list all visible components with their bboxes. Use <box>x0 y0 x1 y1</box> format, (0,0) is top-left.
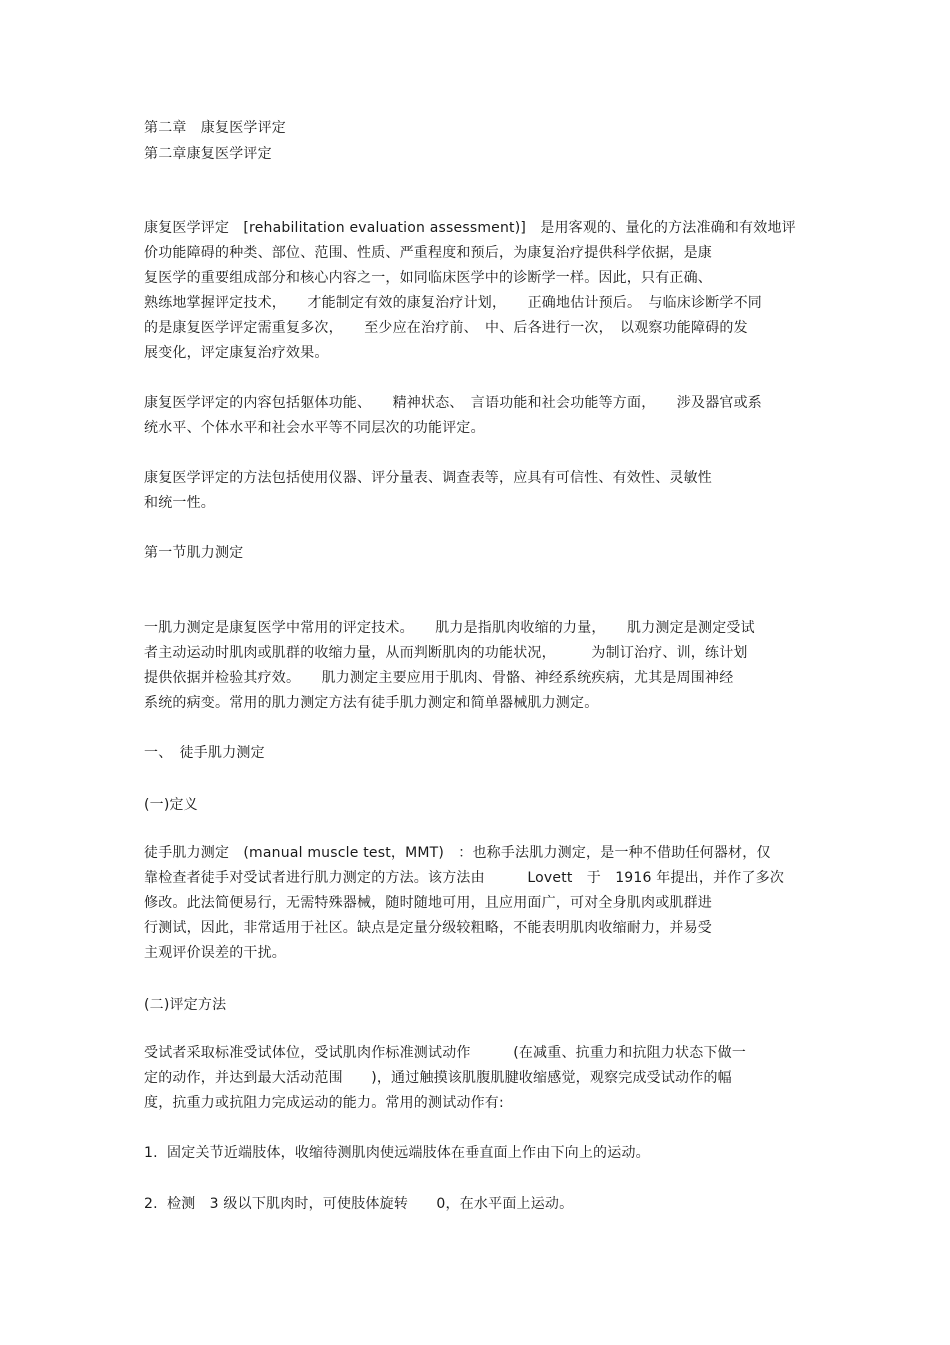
section-heading: 第一节肌力测定 <box>144 545 244 561</box>
paragraph-line: 的是康复医学评定需重复多次， 至少应在治疗前、 中、后各进行一次， 以观察功能障碍的发 <box>144 320 748 336</box>
paragraph-line: 行测试，因此，非常适用于社区。缺点是定量分级较粗略，不能表明肌肉收缩耐力，并易受 <box>144 920 712 936</box>
paragraph-line: 受试者采取标准受试体位，受试肌肉作标准测试动作 (在减重、抗重力和抗阻力状态下做一 <box>144 1045 747 1061</box>
paragraph-line: 康复医学评定的内容包括躯体功能、 精神状态、 言语功能和社会功能等方面， 涉及器官或系 <box>144 395 762 411</box>
paragraph-line: 主观评价误差的干扰。 <box>144 945 286 961</box>
list-item: 2. 检测 3 级以下肌肉时，可使肢体旋转 0，在水平面上运动。 <box>144 1196 574 1212</box>
list-item: 1. 固定关节近端肢体，收缩待测肌肉使远端肢体在垂直面上作由下向上的运动。 <box>144 1145 650 1161</box>
paragraph-line: 展变化，评定康复治疗效果。 <box>144 345 329 361</box>
subsection-heading: 一、 徒手肌力测定 <box>144 745 265 761</box>
paragraph-line: 和统一性。 <box>144 495 215 511</box>
paragraph-line: 提供依据并检验其疗效。 肌力测定主要应用于肌肉、骨骼、神经系统疾病，尤其是周围神经 <box>144 670 734 686</box>
paragraph-line: 康复医学评定 [rehabilitation evaluation assessment)] 是用客观的、量化的方法准确和有效地评 <box>144 220 796 236</box>
paragraph-line: 一肌力测定是康复医学中常用的评定技术。 肌力是指肌肉收缩的力量， 肌力测定是测定受试 <box>144 620 755 636</box>
paragraph-line: 度，抗重力或抗阻力完成运动的能力。常用的测试动作有: <box>144 1095 504 1111</box>
paragraph-line: 者主动运动时肌肉或肌群的收缩力量，从而判断肌肉的功能状况， 为制订治疗、训，练计划 <box>144 645 748 661</box>
paragraph-line: 徒手肌力测定 (manual muscle test，MMT) ：也称手法肌力测定，是一种不借助任何器材，仅 <box>144 845 771 861</box>
chapter-title: 第二章 康复医学评定 <box>144 120 286 136</box>
paragraph-line: 康复医学评定的方法包括使用仪器、评分量表、调查表等，应具有可信性、有效性、灵敏性 <box>144 470 712 486</box>
paragraph-line: 修改。此法简便易行，无需特殊器械，随时随地可用，且应用面广，可对全身肌肉或肌群进 <box>144 895 712 911</box>
chapter-subtitle: 第二章康复医学评定 <box>144 146 272 162</box>
paragraph-line: 靠检查者徒手对受试者进行肌力测定的方法。该方法由 Lovett 于 1916 年提出，并作了多次 <box>144 870 785 886</box>
paragraph-line: 复医学的重要组成部分和核心内容之一，如同临床医学中的诊断学一样。因此，只有正确、 <box>144 270 712 286</box>
paragraph-line: 定的动作，并达到最大活动范围 )，通过触摸该肌腹肌腱收缩感觉，观察完成受试动作的幅 <box>144 1070 732 1086</box>
subsection-heading: (二)评定方法 <box>144 997 227 1013</box>
paragraph-line: 统水平、个体水平和社会水平等不同层次的功能评定。 <box>144 420 485 436</box>
paragraph-line: 系统的病变。常用的肌力测定方法有徒手肌力测定和简单器械肌力测定。 <box>144 695 599 711</box>
subsection-heading: (一)定义 <box>144 797 198 813</box>
paragraph-line: 熟练地掌握评定技术， 才能制定有效的康复治疗计划， 正确地估计预后。 与临床诊断学不同 <box>144 295 762 311</box>
paragraph-line: 价功能障碍的种类、部位、范围、性质、严重程度和预后，为康复治疗提供科学依据，是康 <box>144 245 712 261</box>
